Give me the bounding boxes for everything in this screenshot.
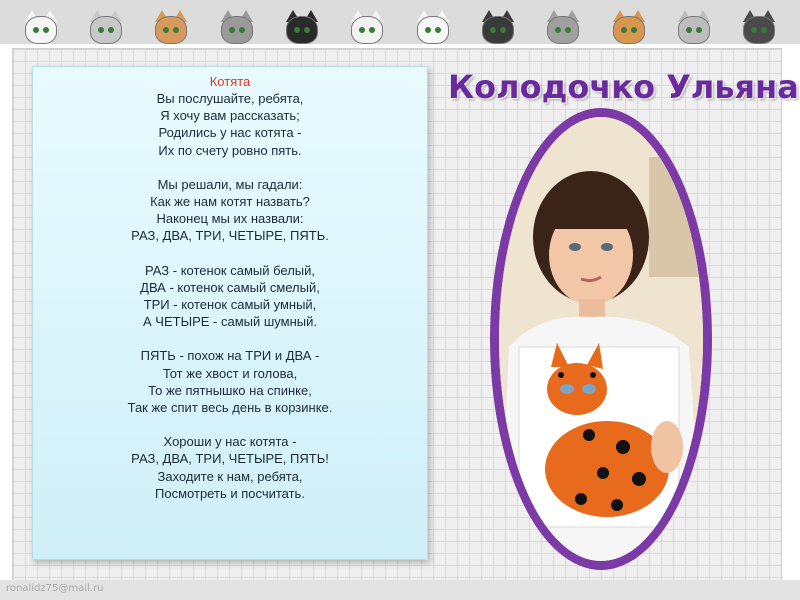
- poem-line: РАЗ - котенок самый белый,: [144, 262, 316, 278]
- poem-stanza-4: [33, 347, 427, 416]
- poem-line: Я хочу вам рассказать;: [160, 108, 300, 124]
- kitten-icon: [151, 10, 191, 44]
- kitten-icon: [739, 10, 779, 44]
- poem-line: Вы послушайте, ребята,: [156, 91, 304, 106]
- kitten-icon: [478, 10, 518, 44]
- author-name: Колодочко Ульяна: [448, 68, 799, 106]
- poem-line: Тот же хвост и голова,: [162, 365, 298, 381]
- footer-bar: [0, 580, 800, 600]
- child-photo: [499, 117, 703, 561]
- kitten-icon: [86, 10, 126, 44]
- photo-frame: [490, 108, 712, 570]
- kitten-icon: [282, 10, 322, 44]
- poem-line: А ЧЕТЫРЕ - самый шумный.: [143, 314, 317, 330]
- poem-line: То же пятнышко на спинке,: [148, 382, 312, 398]
- poem-line: Как же нам котят назвать?: [150, 194, 310, 210]
- poem-line: РАЗ, ДВА, ТРИ, ЧЕТЫРЕ, ПЯТЬ!: [131, 451, 329, 467]
- poem-line: Их по счету ровно пять.: [158, 142, 302, 158]
- poem-line: Заходите к нам, ребята,: [157, 468, 303, 484]
- poem-line: ПЯТЬ - похож на ТРИ и ДВА -: [140, 348, 320, 364]
- poem-line: РАЗ, ДВА, ТРИ, ЧЕТЫРЕ, ПЯТЬ.: [131, 228, 329, 244]
- poem-stanza-5: [33, 433, 427, 502]
- kitten-icon: [674, 10, 714, 44]
- kitten-icon: [347, 10, 387, 44]
- poem-line: ДВА - котенок самый смелый,: [140, 279, 320, 295]
- poem-line: Родились у нас котята -: [158, 125, 302, 141]
- poem-line: Мы решали, мы гадали:: [157, 176, 303, 192]
- kitten-icon: [543, 10, 583, 44]
- kitten-icon: [609, 10, 649, 44]
- poem-stanza-2: [33, 176, 427, 245]
- kitten-icon: [21, 10, 61, 44]
- poem-stanza-3: [33, 262, 427, 331]
- poem-line: Хороши у нас котята -: [163, 434, 297, 450]
- kitten-icon: [413, 10, 453, 44]
- poem-line: ТРИ - котенок самый умный,: [143, 297, 317, 313]
- kitten-icon: [217, 10, 257, 44]
- poem-line: Наконец мы их назвали:: [156, 211, 304, 227]
- watermark: ronalidz75@mail.ru: [6, 583, 104, 594]
- child-with-drawing-illustration: [499, 117, 703, 561]
- poem-panel: [32, 66, 428, 560]
- kitten-border-strip: [0, 0, 800, 44]
- poem-title: Котята: [209, 74, 251, 89]
- poem-line: Посмотреть и посчитать.: [155, 485, 305, 501]
- poem-stanza-1: [33, 90, 427, 159]
- poem-line: Так же спит весь день в корзинке.: [127, 400, 333, 416]
